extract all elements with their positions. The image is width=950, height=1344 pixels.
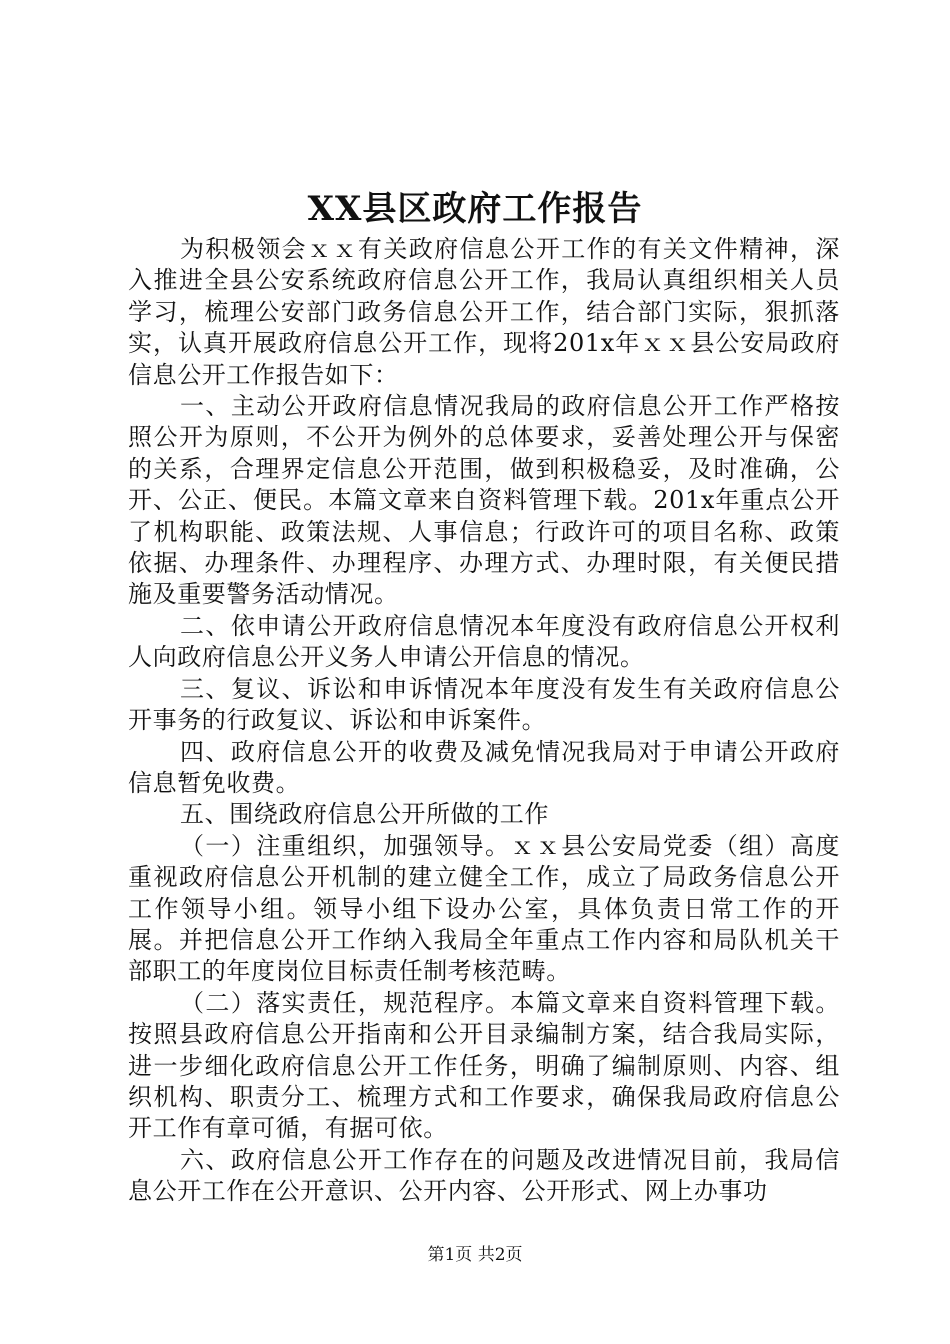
paragraph-section-5-item-2: （二）落实责任，规范程序。本篇文章来自资料管理下载。按照县政府信息公开指南和公开目录编制方案，结合我局实际，进一步细化政府信息公开工作任务，明确了编制原则、内容、组织机构、职责分工、梳理方式和工作要求，确保我局政府信息公开工作有章可循，有据可依。	[128, 988, 840, 1143]
paragraph-section-5-item-1: （一）注重组织，加强领导。ｘｘ县公安局党委（组）高度重视政府信息公开机制的建立健全工作，成立了局政务信息公开工作领导小组。领导小组下设办公室，具体负责日常工作的开展。并把信息公开工作纳入我局全年重点工作内容和局队机关干部职工的年度岗位目标责任制考核范畴。	[128, 831, 840, 986]
page-footer: 第1页 共2页	[427, 1245, 523, 1265]
paragraph-section-2: 二、依申请公开政府信息情况本年度没有政府信息公开权利人向政府信息公开义务人申请公开信息的情况。	[128, 611, 840, 672]
paragraph-section-5-heading: 五、围绕政府信息公开所做的工作	[180, 800, 549, 829]
paragraph-section-3: 三、复议、诉讼和申诉情况本年度没有发生有关政府信息公开事务的行政复议、诉讼和申诉案件。	[128, 674, 840, 735]
document-body	[128, 234, 840, 1208]
paragraph-section-6: 六、政府信息公开工作存在的问题及改进情况目前，我局信息公开工作在公开意识、公开内容、公开形式、网上办事功	[128, 1145, 840, 1206]
paragraph-intro: 为积极领会ｘｘ有关政府信息公开工作的有关文件精神，深入推进全县公安系统政府信息公开工作，我局认真组织相关人员学习，梳理公安部门政务信息公开工作，结合部门实际，狠抓落实，认真开展政府信息公开工作，现将201x年ｘｘ县公安局政府信息公开工作报告如下：	[128, 235, 840, 389]
paragraph-section-1: 一、主动公开政府信息情况我局的政府信息公开工作严格按照公开为原则，不公开为例外的总体要求，妥善处理公开与保密的关系，合理界定信息公开范围，做到积极稳妥，及时准确，公开、公正、便民。本篇文章来自资料管理下载。201x年重点公开了机构职能、政策法规、人事信息；行政许可的项目名称、政策依据、办理条件、办理程序、办理方式、办理时限，有关便民措施及重要警务活动情况。	[128, 392, 840, 609]
paragraph-section-4: 四、政府信息公开的收费及减免情况我局对于申请公开政府信息暂免收费。	[128, 737, 840, 797]
document-title: XX县区政府工作报告	[307, 189, 643, 229]
